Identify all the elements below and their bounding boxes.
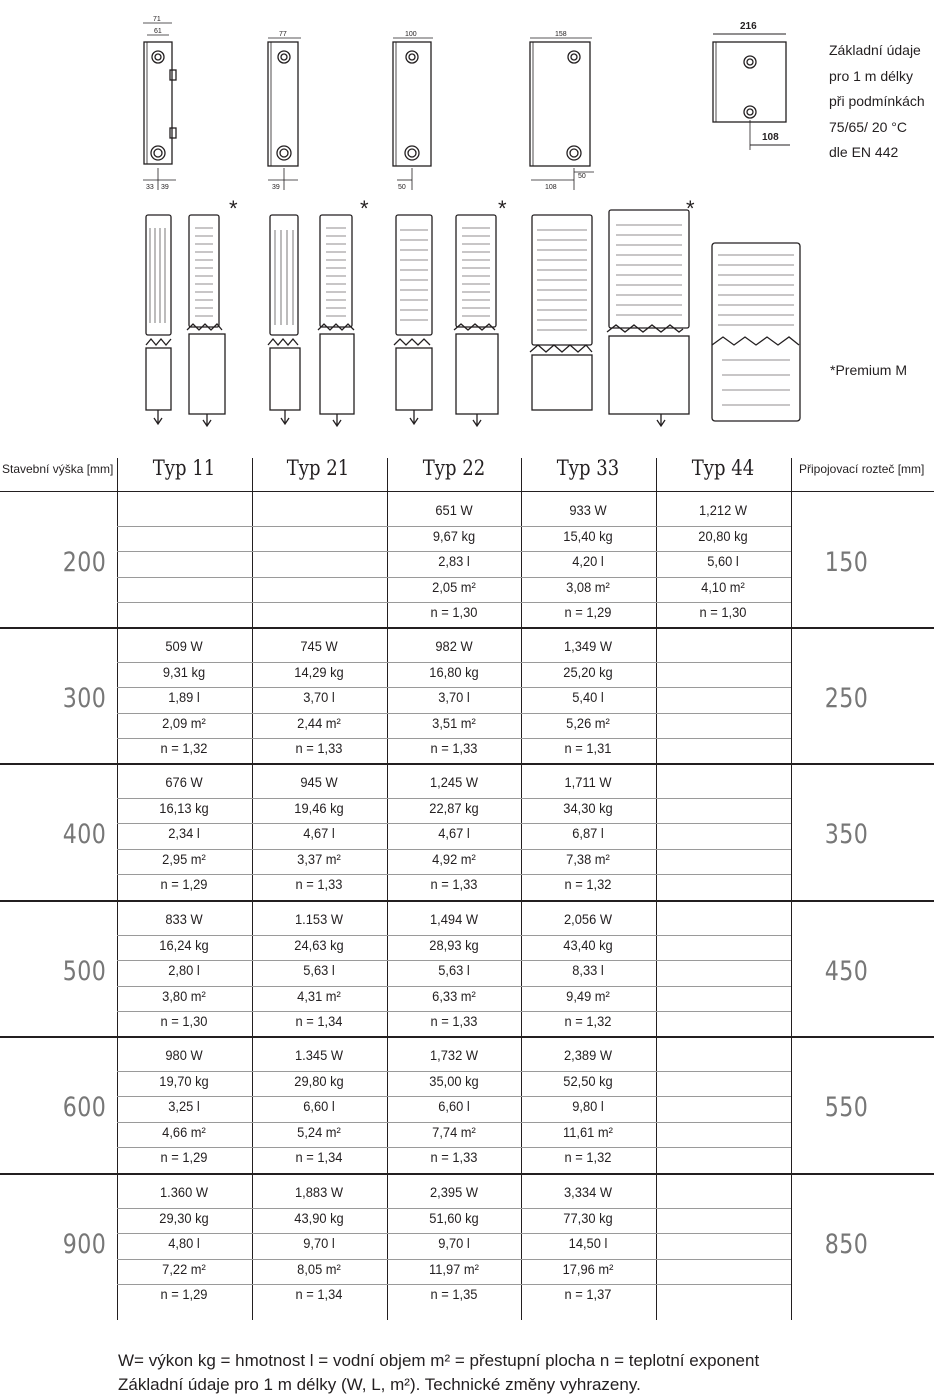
table-cell: 29,80 kg: [294, 1073, 344, 1089]
column-divider: [117, 458, 118, 1320]
table-cell: n = 1,29: [160, 1286, 208, 1302]
table-cell: 5,24 m²: [297, 1124, 341, 1140]
table-cell: 15,40 kg: [563, 528, 613, 544]
premium-star: *: [229, 196, 238, 221]
table-cell: 5,40 l: [572, 689, 604, 705]
dim-typ33-width: 158: [555, 31, 567, 38]
legend: [118, 1349, 759, 1397]
table-cell: [661, 1282, 784, 1307]
table-cell: 17,96 m²: [562, 1261, 614, 1277]
table-cell: n = 1,29: [564, 604, 612, 620]
table-cell: 9,49 m²: [566, 988, 610, 1004]
table-cell: 9,31 kg: [162, 664, 206, 680]
table-cell: 4,66 m²: [162, 1124, 206, 1140]
typ33-front-drawing: [530, 38, 594, 190]
table-cell: [661, 1145, 784, 1170]
table-cell: 19,70 kg: [159, 1073, 209, 1089]
column-divider: [791, 458, 792, 1320]
table-cell: [661, 1069, 784, 1094]
table-cell: 16,80 kg: [429, 664, 479, 680]
table-cell: 1.153 W: [295, 911, 343, 927]
table-cell: 4,92 m²: [432, 851, 476, 867]
row-spacing-label: 450: [824, 956, 869, 987]
table-cell: [661, 872, 784, 897]
typ11-section-drawing: [146, 215, 225, 426]
info-line: pro 1 m délky: [829, 67, 914, 84]
typ44-section-drawing: [712, 243, 800, 421]
dim-typ22-width: 100: [405, 31, 417, 38]
table-cell: 6,33 m²: [432, 988, 476, 1004]
table-cell: 9,70 l: [438, 1235, 470, 1251]
legend-line: Základní údaje pro 1 m délky (W, L, m²). Technické změny vyhrazeny.: [118, 1375, 641, 1394]
table-cell: 3,37 m²: [297, 851, 341, 867]
table-cell: [661, 1257, 784, 1282]
table-cell: 2,05 m²: [432, 579, 476, 595]
spacing-column-header: Připojovací rozteč [mm]: [799, 462, 925, 476]
table-cell: [661, 1043, 784, 1068]
column-divider: [656, 458, 657, 1320]
table-cell: 3,80 m²: [162, 988, 206, 1004]
table-cell: 9,70 l: [303, 1235, 335, 1251]
table-cell: n = 1,30: [430, 604, 478, 620]
typ21-section-drawing: [268, 215, 354, 426]
table-cell: [661, 685, 784, 710]
table-cell: n = 1,34: [295, 1149, 343, 1165]
table-cell: [122, 498, 245, 523]
table-cell: 5,60 l: [707, 553, 739, 569]
typ11-front-drawing: [143, 23, 176, 190]
table-cell: 2,395 W: [430, 1184, 478, 1200]
table-cell: 1,245 W: [430, 774, 478, 790]
table-cell: 34,30 kg: [563, 800, 613, 816]
table-cell: 20,80 kg: [698, 528, 748, 544]
dim-typ44-bottom: 108: [762, 132, 779, 143]
typ33-section-drawing: [530, 210, 689, 426]
table-cell: n = 1,30: [699, 604, 747, 620]
row-group-divider: [0, 763, 934, 765]
table-cell: [661, 1094, 784, 1119]
premium-note: *Premium M: [830, 362, 908, 378]
row-group-divider: [0, 1036, 934, 1038]
radiator-drawings: [0, 0, 940, 440]
table-cell: [661, 711, 784, 736]
table-cell: n = 1,34: [295, 1286, 343, 1302]
header-divider: [0, 491, 934, 492]
table-cell: n = 1,33: [295, 740, 343, 756]
table-cell: 651 W: [435, 502, 473, 518]
column-divider: [521, 458, 522, 1320]
row-height-label: 600: [62, 1092, 107, 1123]
table-cell: 16,24 kg: [159, 937, 209, 953]
table-cell: 22,87 kg: [429, 800, 479, 816]
table-cell: 509 W: [165, 638, 203, 654]
table-cell: 4,67 l: [303, 825, 335, 841]
table-cell: 6,87 l: [572, 825, 604, 841]
table-cell: 1,349 W: [564, 638, 612, 654]
table-cell: 6,60 l: [303, 1098, 335, 1114]
dim-typ11-inner: 61: [154, 28, 162, 35]
table-cell: 16,13 kg: [159, 800, 209, 816]
table-cell: n = 1,32: [564, 876, 612, 892]
table-cell: 2,83 l: [438, 553, 470, 569]
table-cell: [122, 575, 245, 600]
column-divider: [387, 458, 388, 1320]
table-cell: [661, 1231, 784, 1256]
table-cell: 2,80 l: [168, 962, 200, 978]
table-cell: 35,00 kg: [429, 1073, 479, 1089]
typ22-front-drawing: [393, 38, 433, 190]
table-cell: [122, 600, 245, 625]
table-cell: 14,29 kg: [294, 664, 344, 680]
table-cell: 4,20 l: [572, 553, 604, 569]
table-cell: [661, 847, 784, 872]
table-cell: 11,97 m²: [429, 1261, 479, 1277]
table-cell: [257, 524, 380, 549]
table-cell: 9,80 l: [572, 1098, 604, 1114]
table-cell: 28,93 kg: [429, 937, 479, 953]
table-cell: 1,89 l: [168, 689, 200, 705]
premium-star: *: [498, 196, 507, 221]
row-height-label: 500: [62, 956, 107, 987]
row-group-divider: [0, 627, 934, 629]
table-cell: n = 1,33: [430, 876, 478, 892]
table-cell: n = 1,37: [564, 1286, 612, 1302]
row-spacing-label: 250: [824, 683, 869, 714]
row-group-divider: [0, 1173, 934, 1175]
basic-data-note: [829, 38, 925, 166]
table-cell: n = 1,32: [160, 740, 208, 756]
table-cell: n = 1,29: [160, 876, 208, 892]
table-cell: 4,31 m²: [297, 988, 341, 1004]
table-cell: [257, 549, 380, 574]
typ22-section-drawing: [394, 215, 498, 426]
table-cell: n = 1,29: [160, 1149, 208, 1165]
row-height-label: 300: [62, 683, 107, 714]
table-cell: n = 1,35: [430, 1286, 478, 1302]
table-cell: n = 1,30: [160, 1013, 208, 1029]
dim-typ22-bottom: 50: [398, 184, 406, 191]
table-cell: n = 1,33: [430, 1013, 478, 1029]
table-cell: 7,38 m²: [566, 851, 610, 867]
table-cell: [122, 524, 245, 549]
dim-typ11-bottom1: 33: [146, 184, 154, 191]
dim-typ21-width: 77: [279, 31, 287, 38]
table-cell: [661, 1120, 784, 1145]
table-cell: [257, 600, 380, 625]
row-spacing-label: 550: [824, 1092, 869, 1123]
table-cell: n = 1,32: [564, 1149, 612, 1165]
table-cell: 3,25 l: [168, 1098, 200, 1114]
table-cell: 4,10 m²: [701, 579, 745, 595]
typ21-front-drawing: [268, 38, 301, 190]
table-cell: [257, 575, 380, 600]
table-cell: 2,389 W: [564, 1047, 612, 1063]
type-header: Typ 22: [422, 456, 486, 480]
row-height-label: 200: [62, 547, 107, 578]
row-height-label: 900: [62, 1229, 107, 1260]
height-column-header: Stavební výška [mm]: [2, 462, 114, 476]
table-cell: [661, 1206, 784, 1231]
info-line: při podmínkách: [829, 93, 925, 109]
type-header: Typ 11: [152, 456, 216, 480]
table-cell: 2,09 m²: [162, 715, 206, 731]
table-cell: 982 W: [435, 638, 473, 654]
dim-typ21-bottom: 39: [272, 184, 280, 191]
table-cell: 1,212 W: [699, 502, 747, 518]
table-cell: 25,20 kg: [563, 664, 613, 680]
table-cell: 1.345 W: [295, 1047, 343, 1063]
table-cell: 4,80 l: [168, 1235, 200, 1251]
table-cell: n = 1,32: [564, 1013, 612, 1029]
premium-star: *: [360, 196, 369, 221]
premium-star: *: [686, 196, 695, 221]
table-cell: 945 W: [300, 774, 338, 790]
table-cell: 1,732 W: [430, 1047, 478, 1063]
table-cell: 2,44 m²: [297, 715, 341, 731]
table-cell: 1,883 W: [295, 1184, 343, 1200]
dim-typ11-width: 71: [153, 16, 161, 23]
table-cell: 933 W: [569, 502, 607, 518]
table-cell: 77,30 kg: [563, 1210, 613, 1226]
table-cell: 8,05 m²: [297, 1261, 341, 1277]
table-cell: 7,22 m²: [162, 1261, 206, 1277]
dim-typ33-bottom2: 50: [578, 173, 586, 180]
table-cell: 980 W: [165, 1047, 203, 1063]
table-cell: n = 1,33: [430, 740, 478, 756]
type-header: Typ 21: [286, 456, 350, 480]
row-height-label: 400: [62, 819, 107, 850]
table-cell: 3,51 m²: [432, 715, 476, 731]
row-spacing-label: 350: [824, 819, 869, 850]
info-line: 75/65/ 20 °C: [829, 118, 907, 135]
table-cell: 5,63 l: [303, 962, 335, 978]
table-cell: 5,63 l: [438, 962, 470, 978]
table-cell: 745 W: [300, 638, 338, 654]
table-cell: 29,30 kg: [159, 1210, 209, 1226]
row-spacing-label: 150: [824, 547, 869, 578]
table-cell: 2,056 W: [564, 911, 612, 927]
table-cell: 43,90 kg: [294, 1210, 344, 1226]
table-cell: 833 W: [165, 911, 203, 927]
table-cell: 1,494 W: [430, 911, 478, 927]
table-cell: 8,33 l: [572, 962, 604, 978]
table-cell: [661, 736, 784, 761]
table-cell: [661, 1180, 784, 1205]
table-cell: 14,50 l: [568, 1235, 608, 1251]
table-cell: 3,70 l: [303, 689, 335, 705]
table-cell: [661, 984, 784, 1009]
table-cell: [661, 660, 784, 685]
table-cell: [122, 549, 245, 574]
table-cell: 3,334 W: [564, 1184, 612, 1200]
info-line: dle EN 442: [829, 144, 899, 160]
legend-line: W= výkon kg = hmotnost l = vodní objem m² = přestupní plocha n = teplotní exponent: [118, 1351, 760, 1370]
table-cell: [661, 933, 784, 958]
table-cell: 3,70 l: [438, 689, 470, 705]
dim-typ11-bottom2: 39: [161, 184, 169, 191]
table-cell: [257, 498, 380, 523]
table-cell: 24,63 kg: [294, 937, 344, 953]
table-cell: 43,40 kg: [563, 937, 613, 953]
table-cell: [661, 1009, 784, 1034]
table-cell: 52,50 kg: [563, 1073, 613, 1089]
table-cell: 19,46 kg: [294, 800, 344, 816]
table-cell: 4,67 l: [438, 825, 470, 841]
type-header: Typ 33: [556, 456, 620, 480]
table-cell: [661, 907, 784, 932]
table-cell: 7,74 m²: [432, 1124, 476, 1140]
table-cell: 3,08 m²: [566, 579, 610, 595]
type-header: Typ 44: [691, 456, 755, 480]
table-cell: 2,95 m²: [162, 851, 206, 867]
column-divider: [252, 458, 253, 1320]
table-cell: [661, 958, 784, 983]
table-cell: 11,61 m²: [563, 1124, 613, 1140]
table-cell: n = 1,33: [295, 876, 343, 892]
table-cell: 1.360 W: [160, 1184, 208, 1200]
row-spacing-label: 850: [824, 1229, 869, 1260]
table-cell: 51,60 kg: [429, 1210, 479, 1226]
dim-typ33-bottom1: 108: [545, 184, 557, 191]
dim-typ44-width: 216: [740, 21, 757, 32]
table-cell: 6,60 l: [438, 1098, 470, 1114]
table-cell: [661, 770, 784, 795]
table-cell: n = 1,34: [295, 1013, 343, 1029]
info-line: Základní údaje: [829, 42, 921, 58]
table-cell: 2,34 l: [168, 825, 200, 841]
row-group-divider: [0, 900, 934, 902]
table-cell: 5,26 m²: [566, 715, 610, 731]
table-cell: 9,67 kg: [432, 528, 476, 544]
table-cell: n = 1,31: [564, 740, 612, 756]
table-cell: n = 1,33: [430, 1149, 478, 1165]
table-cell: 676 W: [165, 774, 203, 790]
table-cell: [661, 634, 784, 659]
table-cell: 1,711 W: [564, 774, 612, 790]
table-cell: [661, 796, 784, 821]
table-cell: [661, 821, 784, 846]
